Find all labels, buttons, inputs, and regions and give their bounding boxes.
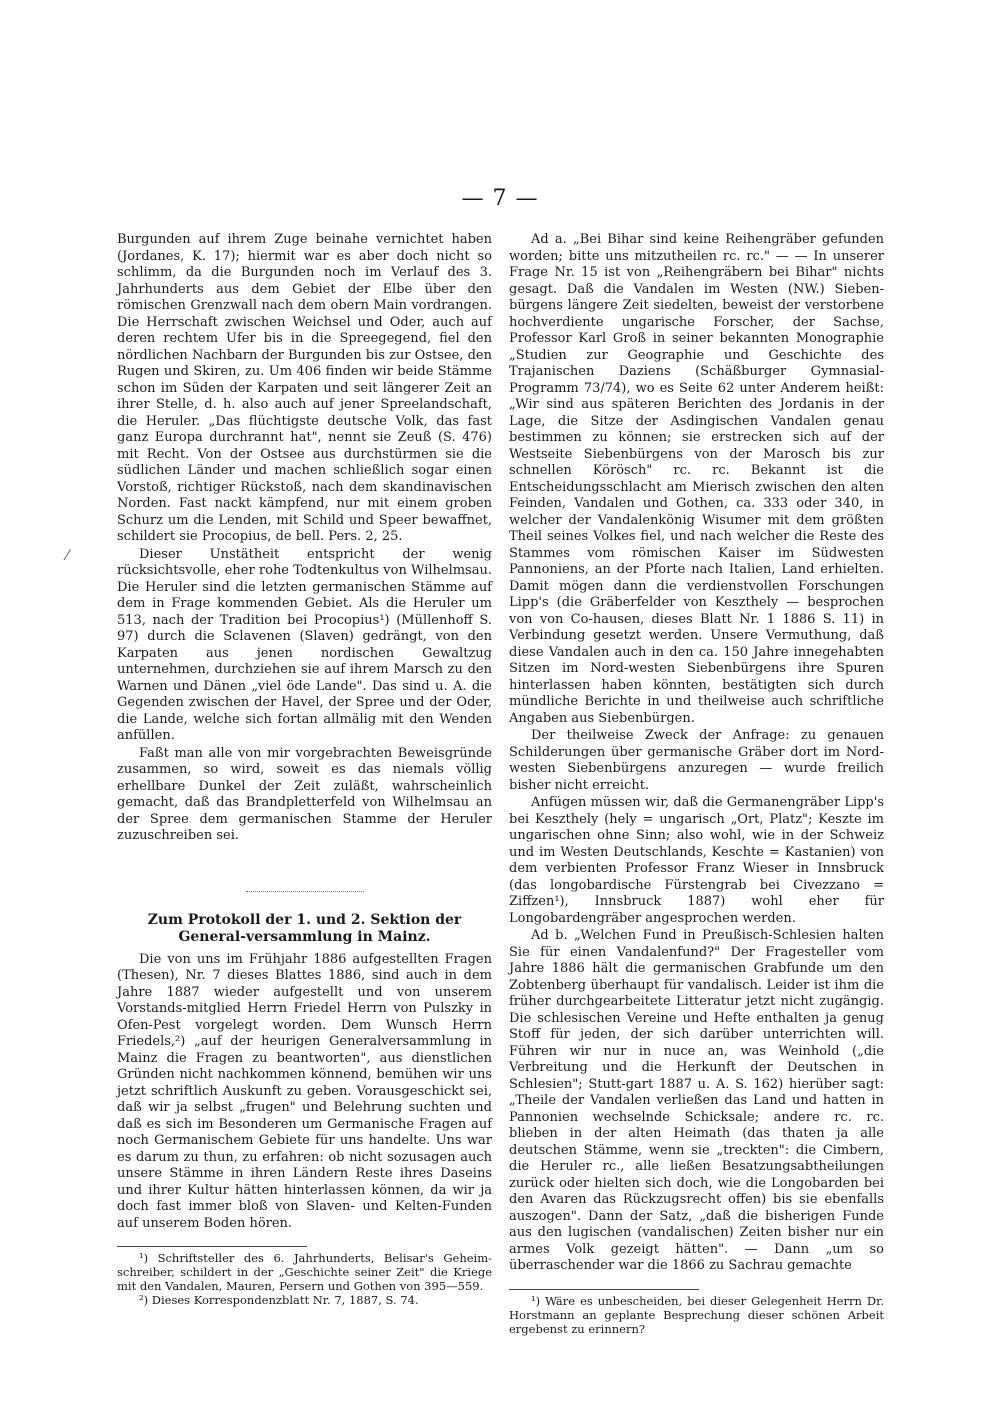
left-column [117, 232, 492, 1307]
right-paragraph-3: Anfügen müssen wir, daß die Germanengräber Lipp's bei Keszthely (hely = ungarisch „Ort, Platz"; Keszte im ungarischen ohne Sinn; also wohl, wie in der Schweiz und im Westen Deutschlands, Keschte = Kastanien) von dem verbienten Professor Franz Wieser in Innsbruck (das longobardische Fürstengrab bei Civezzano = Ziffzen¹), Innsbruck 1887) wohl eher für Longobardengräber angesprochen werden. [509, 795, 884, 926]
section-heading: Zum Protokoll der 1. und 2. Sektion der General-versammlung in Mainz. [147, 911, 462, 945]
left-paragraph-2: Dieser Unstätheit entspricht der wenig rücksichtsvolle, eher rohe Todtenkultus von Wilhelmsau. Die Heruler sind die letzten germanischen Stämme auf dem in Frage kommenden Gebiet. Als die Heruler um 513, nach der Tradition bei Procopius¹) (Müllenhoff S. 97) durch die Sclavenen (Slaven) gedrängt, von den Karpaten aus jenen nordischen Gewaltzug unternehmen, durchziehen sie auf ihrem Marsch zu den Warnen und Dänen „viel öde Lande". Das sind u. A. die Gegenden zwischen der Havel, der Spree und der Oder, die Lande, welche sich fortan allmälig mit den Wenden anfüllen. [117, 546, 492, 743]
section-paragraph-1: Die von uns im Frühjahr 1886 aufgestellten Fragen (Thesen), Nr. 7 dieses Blattes 1886, sind auch in dem Jahre 1887 wieder aufgestellt und von unserem Vorstands-mitglied Herrn Friedel Herrn von Pulszky in Ofen-Pest vorgelegt worden. Dem Wunsch Herrn Friedels,²) „auf der heurigen Generalversammlung in Mainz die Fragen zu beantworten", aus dienstlichen Gründen nicht nachkommen könnend, bemühen wir uns jetzt schriftlich Auskunft zu geben. Vorausgeschickt sei, daß wir ja selbst „frugen" und Belehrung suchten und daß es sich im Besonderen um Germanische Fragen auf noch Germanischem Gebiete für uns handelte. Uns war es darum zu thun, zu erfahren: ob nicht sozusagen auch unsere Stämme in ihren Ländern Reste ihres Daseins und ihrer Kultur hätten hinterlassen können, da wir ja doch fast immer bloß von Slaven- und Kelten-Funden auf unserem Boden hören. [117, 951, 492, 1231]
footnote-1: ¹) Schriftsteller des 6. Jahrhunderts, Belisar's Geheim-schreiber, schildert in der „Geschichte seiner Zeit" die Kriege mit den Vandalen, Mauren, Persern und Gothen von 395—559. [117, 1251, 492, 1293]
left-paragraph-3: Faßt man alle von mir vorgebrachten Beweisgründe zusammen, so wird, soweit es das niemals völlig erhellbare Dunkel der Zeit zuläßt, wahrscheinlich gemacht, daß das Brandpletterfeld von Wilhelmsau an der Spree dem germanischen Stamme der Heruler zuzuschreiben sei. [117, 745, 492, 843]
footnote-rule-right [509, 1289, 699, 1290]
left-paragraph-1: Burgunden auf ihrem Zuge beinahe vernichtet haben (Jordanes, K. 17); hiermit war es aber doch nicht so schlimm, da die Burgunden noch im Verlauf des 3. Jahrhunderts aus dem Gebiet der Elbe über den römischen Grenzwall nach dem obern Main vordrangen. Die Herrschaft zwischen Weichsel und Oder, auch auf deren rechtem Ufer bis in die Spreegegend, fiel den nördlichen Nachbarn der Burgunden bis zur Ostsee, den Rugen und Skiren, zu. Um 406 finden wir beide Stämme schon im Süden der Karpaten und seit längerer Zeit an ihrer Stelle, d. h. also auch auf jener Spreelandschaft, die Heruler. „Das flüchtigste deutsche Volk, das fast ganz Europa durchrannt hat", nennt sie Zeuß (S. 476) mit Recht. Von der Ostsee aus durchstürmen sie die südlichen Länder und machen schließlich sogar einen Vorstoß, richtiger Rückstoß, nach dem skandinavischen Norden. Fast nackt kämpfend, nur mit einem groben Schurz um die Lenden, mit Schild und Speer bewaffnet, schildert sie Procopius, de bell. Pers. 2, 25. [117, 232, 492, 544]
right-paragraph-1: Ad a. „Bei Bihar sind keine Reihengräber gefunden worden; bitte uns mitzutheilen rc. rc." — — In unserer Frage Nr. 15 ist von „Reihengräbern bei Bihar" nichts gesagt. Daß die Vandalen im Westen (NW.) Sieben-bürgens längere Zeit siedelten, beweist der verstorbene hochverdiente ungarische Forscher, der Sachse, Professor Karl Groß in seiner bekannten Monographie „Studien zur Geographie und Geschichte des Trajanischen Daziens (Schäßburger Gymnasial-Programm 73/74), wo es Seite 62 unter Anderem heißt: „Wir sind aus späteren Berichten des Jordanis in der Lage, die Sitze der Asdingischen Vandalen genau bestimmen zu können; sie erstrecken sich auf der Westseite Siebenbürgens von der Marosch bis zur schnellen Körösch" rc. rc. Bekannt ist die Entscheidungsschlacht am Mierisch zwischen den alten Feinden, Vandalen und Gothen, ca. 333 oder 340, in welcher der Vandalenkönig Wisumer mit dem größten Theil seines Volkes fiel, und nach welcher die Reste des Stammes vom römischen Kaiser im Südwesten Pannoniens, an der Pforte nach Italien, Land erhielten. Damit mögen dann die verdienstvollen Forschungen Lipp's (die Gräberfelder von Keszthely — besprochen von von Co-hausen, dieses Blatt Nr. 1 1886 S. 11) in Verbindung gesetzt werden. Unsere Vermuthung, daß diese Vandalen auch in den ca. 150 Jahre innegehabten Sitzen im Nord-westen Siebenbürgens ihre Spuren hinterlassen haben könnten, bestätigten sich durch mündliche Berichte in und theilweise auch schriftliche Angaben aus Siebenbürgen. [509, 232, 884, 726]
left-footnotes [117, 1251, 492, 1307]
right-paragraph-2: Der theilweise Zweck der Anfrage: zu genauen Schilderungen über germanische Gräber dort im Nord-westen Siebenbürgens anzuregen — wurde freilich bisher nicht erreicht. [509, 728, 884, 793]
footnote-right-1: ¹) Wäre es unbescheiden, bei dieser Gelegenheit Herrn Dr. Horstmann an geplante Besprechung dieser schönen Arbeit ergebenst zu erinnern? [509, 1293, 884, 1336]
section-divider [246, 891, 364, 892]
margin-mark: ⁄ [66, 548, 69, 564]
right-footnotes [509, 1294, 884, 1336]
right-column [509, 232, 884, 1336]
right-paragraph-4: Ad b. „Welchen Fund in Preußisch-Schlesien halten Sie für einen Vandalenfund?" Der Fragesteller vom Jahre 1886 hält die germanischen Grabfunde um den Zobtenberg überhaupt für vandalisch. Leider ist ihm die früher durchgearbeitete Litteratur jetzt nicht zugängig. Die schlesischen Vereine und Hefte enthalten ja genug Stoff für jeden, der sich darüber unterrichten will. Führen wir nur in nuce an, was Weinhold („die Verbreitung und die Herkunft der Deutschen in Schlesien"; Stutt-gart 1887 u. A. S. 162) hierüber sagt: „Theile der Vandalen verließen das Land und hatten in Pannonien wechselnde Schicksale; andere rc. rc. blieben in der alten Heimath (das thaten ja alle deutschen Stämme, wenn sie „treckten": die Cimbern, die Heruler rc., alle ließen Besatzungsabtheilungen zurück oder hielten sich doch, wie die Longobarden bei den Avaren das Rückzugsrecht offen) bis sie ebenfalls auszogen". Dann der Satz, „daß die bisherigen Funde aus den lugischen (vandalischen) Zeiten bisher nur ein armes Volk gezeigt hätten". — Dann „um so überraschender war die 1866 zu Sachrau gemachte [509, 928, 884, 1273]
footnote-2: ²) Dieses Korrespondenzblatt Nr. 7, 1887, S. 74. [139, 1293, 419, 1307]
page-number: — 7 — [461, 186, 539, 211]
footnote-rule-left [117, 1246, 307, 1247]
